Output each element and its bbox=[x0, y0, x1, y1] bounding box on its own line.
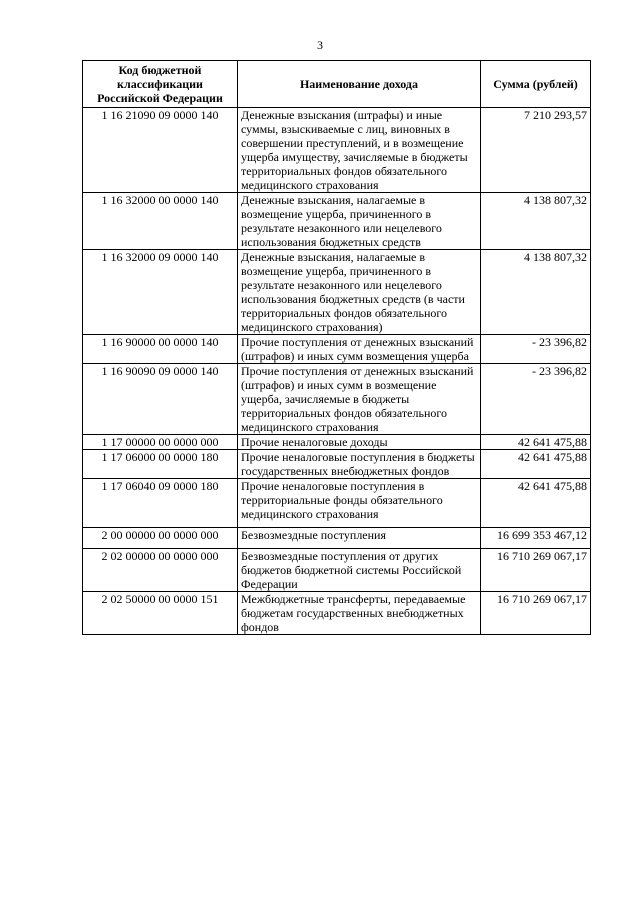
header-sum: Сумма (рублей) bbox=[481, 61, 591, 108]
row-code: 1 16 21090 09 0000 140 bbox=[83, 108, 238, 193]
row-code: 1 16 90000 00 0000 140 bbox=[83, 335, 238, 364]
row-code: 1 17 06000 00 0000 180 bbox=[83, 450, 238, 479]
row-name: Прочие неналоговые поступления в бюджеты государственных внебюджетных фондов bbox=[238, 450, 481, 479]
row-name: Межбюджетные трансферты, передаваемые бюджетам государственных внебюджетных фондов bbox=[238, 592, 481, 635]
row-code: 1 16 90090 09 0000 140 bbox=[83, 364, 238, 435]
table-header-row bbox=[83, 61, 591, 108]
row-name: Денежные взыскания (штрафы) и иные суммы, взыскиваемые с лиц, виновных в совершении преступлений, и в возмещение ущерба имуществу, зачисляемые в бюджеты территориальных фондов обязательного медицинского страхования bbox=[238, 108, 481, 193]
row-sum: 42 641 475,88 bbox=[481, 479, 591, 528]
row-name: Прочие поступления от денежных взысканий (штрафов) и иных сумм в возмещение ущерба, зачисляемые в бюджеты территориальных фондов обязательного медицинского страхования bbox=[238, 364, 481, 435]
row-sum: 42 641 475,88 bbox=[481, 450, 591, 479]
row-sum: 16 710 269 067,17 bbox=[481, 592, 591, 635]
header-name: Наименование дохода bbox=[238, 61, 481, 108]
row-name: Прочие неналоговые поступления в территориальные фонды обязательного медицинского страхования bbox=[238, 479, 481, 528]
row-sum: 4 138 807,32 bbox=[481, 250, 591, 335]
row-sum: 7 210 293,57 bbox=[481, 108, 591, 193]
row-name: Прочие неналоговые доходы bbox=[238, 435, 481, 450]
row-name: Безвозмездные поступления bbox=[238, 528, 481, 549]
header-code: Код бюджетной классификации Российской Федерации bbox=[83, 61, 238, 108]
row-sum: 42 641 475,88 bbox=[481, 435, 591, 450]
page-number: 3 bbox=[317, 38, 323, 52]
table-row bbox=[83, 364, 591, 435]
table-row bbox=[83, 335, 591, 364]
row-sum: 4 138 807,32 bbox=[481, 193, 591, 250]
row-name: Прочие поступления от денежных взысканий (штрафов) и иных сумм возмещения ущерба bbox=[238, 335, 481, 364]
table-row bbox=[83, 435, 591, 450]
row-sum: - 23 396,82 bbox=[481, 335, 591, 364]
row-code: 2 00 00000 00 0000 000 bbox=[83, 528, 238, 549]
row-name: Денежные взыскания, налагаемые в возмещение ущерба, причиненного в результате незаконного или нецелевого использования бюджетных средств (в части территориальных фондов обязательного медицинского страхования) bbox=[238, 250, 481, 335]
row-code: 1 16 32000 09 0000 140 bbox=[83, 250, 238, 335]
row-sum: 16 699 353 467,12 bbox=[481, 528, 591, 549]
table-row bbox=[83, 250, 591, 335]
table-row bbox=[83, 108, 591, 193]
table-row bbox=[83, 479, 591, 528]
row-code: 2 02 00000 00 0000 000 bbox=[83, 549, 238, 592]
table-row bbox=[83, 528, 591, 549]
row-sum: - 23 396,82 bbox=[481, 364, 591, 435]
row-code: 2 02 50000 00 0000 151 bbox=[83, 592, 238, 635]
row-name: Безвозмездные поступления от других бюджетов бюджетной системы Российской Федерации bbox=[238, 549, 481, 592]
row-code: 1 17 00000 00 0000 000 bbox=[83, 435, 238, 450]
table-row bbox=[83, 450, 591, 479]
row-sum: 16 710 269 067,17 bbox=[481, 549, 591, 592]
row-code: 1 17 06040 09 0000 180 bbox=[83, 479, 238, 528]
table-row bbox=[83, 549, 591, 592]
row-name: Денежные взыскания, налагаемые в возмещение ущерба, причиненного в результате незаконного или нецелевого использования бюджетных средств bbox=[238, 193, 481, 250]
revenue-table bbox=[82, 60, 591, 635]
row-code: 1 16 32000 00 0000 140 bbox=[83, 193, 238, 250]
table-row bbox=[83, 193, 591, 250]
table-row bbox=[83, 592, 591, 635]
